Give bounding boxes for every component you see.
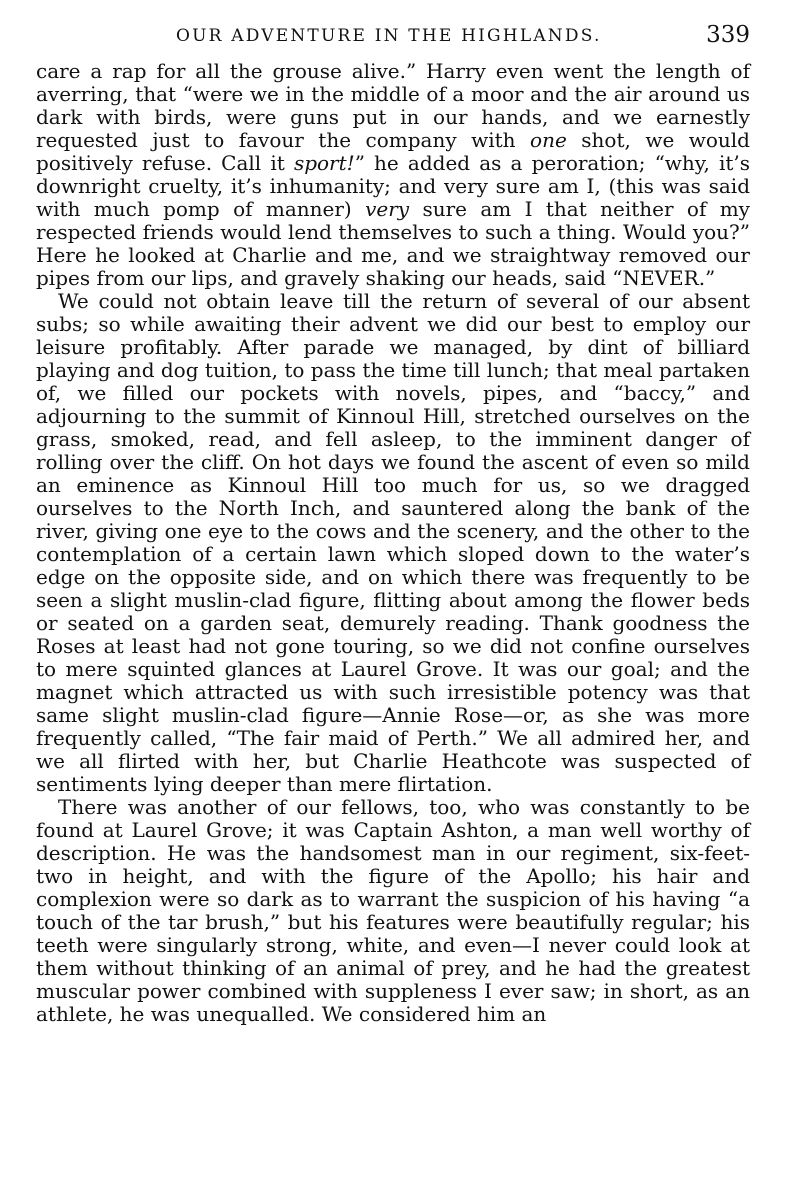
paragraph-1-text-3: ” he added as a peroration; “why, it’s downright cruelty, it’s inhumanity; and very sure am I, (this was said with much pomp of manner) [36,151,750,221]
italic-word-sport: sport! [293,151,355,175]
paragraph-2 [36,290,750,796]
paragraph-3 [36,796,750,1026]
paragraph-1-text-2: shot, we would positively refuse. Call it [36,128,750,175]
book-page [36,22,750,1026]
paragraph-2-text: We could not obtain leave till the return of several of our absent subs; so while awaiting their advent we did our best to employ our leisure profitably. After parade we managed, by dint of billiard playing and dog tuition, to pass the time till lunch; that meal partaken of, we filled our pockets with novels, pipes, and “baccy,” and adjourning to the summit of Kinnoul Hill, stretched ourselves on the grass, smoked, read, and fell asleep, to the imminent danger of rolling over the cliff. On hot days we found the ascent of even so mild an eminence as Kinnoul Hill too much for us, so we dragged ourselves to the North Inch, and sauntered along the bank of the river, giving one eye to the cows and the scenery, and the other to the contemplation of a certain lawn which sloped down to the water’s edge on the opposite side, and on which there was frequently to be seen a slight muslin-clad figure, flitting about among the flower beds or seated on a garden seat, demurely reading. Thank goodness the Roses at least had not gone touring, so we did not confine ourselves to mere squinted glances at Laurel Grove. It was our goal; and the magnet which attracted us with such irresistible potency was that same slight muslin-clad figure—Annie Rose—or, as she was more frequently called, “The fair maid of Perth.” We all admired her, and we all flirted with her, but Charlie Heathcote was suspected of sentiments lying deeper than mere flirtation. [36,289,750,796]
paragraph-1-text-4: sure am I that neither of my respected friends would lend themselves to such a thing. Would you?” Here he looked at Charlie and me, and we straightway removed our pipes from our lips, and gravely shaking our heads, said “NEVER.” [36,197,750,290]
italic-word-very: very [365,197,410,221]
paragraph-1-text-1: care a rap for all the grouse alive.” Harry even went the length of averring, that “were we in the middle of a moor and the air around us dark with birds, were guns put in our hands, and we earnestly requested just to favour the company with [36,59,750,152]
paragraph-1 [36,60,750,290]
page-number: 339 [706,22,750,48]
italic-word-one: one [530,128,567,152]
paragraph-3-text: There was another of our fellows, too, who was constantly to be found at Laurel Grove; it was Captain Ashton, a man well worthy of description. He was the handsomest man in our regiment, six-feet-two in height, and with the figure of the Apollo; his hair and complexion were so dark as to warrant the suspicion of his having “a touch of the tar brush,” but his features were beautifully regular; his teeth were singularly strong, white, and even—I never could look at them without thinking of an animal of prey, and he had the greatest muscular power combined with suppleness I ever saw; in short, as an athlete, he was unequalled. We considered him an [36,795,750,1026]
running-header [36,22,750,60]
body-text [36,60,750,1026]
running-title: OUR ADVENTURE IN THE HIGHLANDS. [176,26,602,46]
